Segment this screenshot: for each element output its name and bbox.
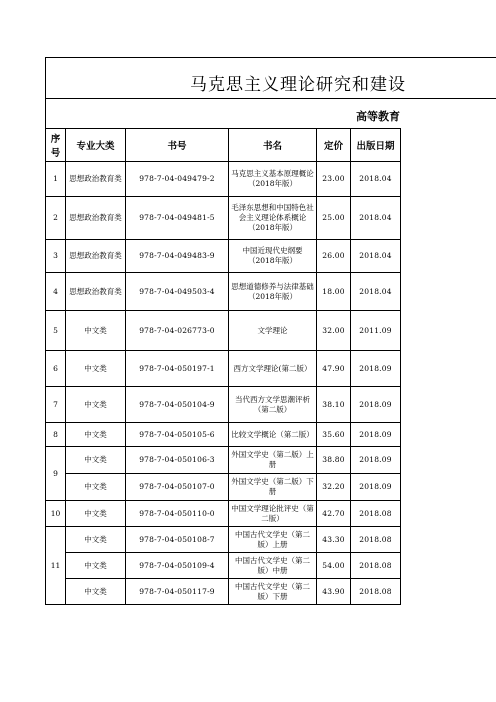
row-category: 思想政治教育类 [66,162,126,197]
header-title: 书名 [229,129,317,162]
row-isbn: 978-7-04-050107-0 [126,474,229,501]
row-date: 2018.04 [351,273,401,311]
row-isbn: 978-7-04-050117-9 [126,579,229,605]
table-row [46,162,401,197]
row-date: 2018.08 [351,527,401,553]
row-title: 当代西方文学思潮评析（第二版） [229,387,317,423]
table-row [46,423,401,447]
table-row [46,387,401,423]
header-no: 序号 [46,129,66,162]
row-price: 38.10 [317,387,351,423]
row-category: 中文类 [66,423,126,447]
row-category: 中文类 [66,553,126,579]
row-isbn: 978-7-04-050108-7 [126,527,229,553]
row-date: 2018.08 [351,553,401,579]
row-price: 18.00 [317,273,351,311]
row-isbn: 978-7-04-026773-0 [126,311,229,351]
row-title: 西方文学理论(第二版） [229,351,317,387]
table-row [46,273,401,311]
row-no: 2 [46,197,66,240]
table-row [46,553,401,579]
row-isbn: 978-7-04-050110-0 [126,501,229,527]
book-table [45,128,401,605]
table-header-row [46,129,401,162]
row-date: 2018.09 [351,447,401,474]
row-isbn: 978-7-04-049483-9 [126,240,229,273]
row-no: 4 [46,273,66,311]
page-title: 马克思主义理论研究和建设 [190,75,406,95]
row-title: 文学理论 [229,311,317,351]
row-isbn: 978-7-04-049481-5 [126,197,229,240]
row-price: 26.00 [317,240,351,273]
row-date: 2018.09 [351,351,401,387]
row-price: 47.90 [317,351,351,387]
header-price: 定价 [317,129,351,162]
row-title: 中国近现代史纲要（2018年版） [229,240,317,273]
row-category: 思想政治教育类 [66,197,126,240]
row-category: 思想政治教育类 [66,240,126,273]
row-price: 54.00 [317,553,351,579]
title-divider [45,98,496,99]
row-isbn: 978-7-04-050106-3 [126,447,229,474]
row-title: 外国文学史（第二版）下册 [229,474,317,501]
header-isbn: 书号 [126,129,229,162]
row-title: 思想道德修养与法律基础（2018年版） [229,273,317,311]
row-category: 中文类 [66,311,126,351]
row-category: 中文类 [66,579,126,605]
table-row [46,474,401,501]
row-category: 中文类 [66,447,126,474]
frame-left-border [45,57,46,128]
row-date: 2018.09 [351,423,401,447]
row-category: 中文类 [66,387,126,423]
row-isbn: 978-7-04-049503-4 [126,273,229,311]
row-price: 35.60 [317,423,351,447]
row-isbn: 978-7-04-050104-9 [126,387,229,423]
row-no: 3 [46,240,66,273]
row-date: 2018.08 [351,501,401,527]
row-price: 23.00 [317,162,351,197]
header-date: 出版日期 [351,129,401,162]
table-row [46,311,401,351]
row-no: 1 [46,162,66,197]
row-date: 2018.04 [351,162,401,197]
row-category: 中文类 [66,501,126,527]
row-isbn: 978-7-04-049479-2 [126,162,229,197]
row-price: 43.90 [317,579,351,605]
row-title: 中国古代文学史（第二版）中册 [229,553,317,579]
row-date: 2018.04 [351,240,401,273]
row-isbn: 978-7-04-050197-1 [126,351,229,387]
row-title: 马克思主义基本原理概论（2018年版） [229,162,317,197]
row-title: 毛泽东思想和中国特色社会主义理论体系概论（2018年版） [229,197,317,240]
row-title: 中国文学理论批评史（第二版） [229,501,317,527]
frame-top-border [45,57,496,58]
row-price: 32.00 [317,311,351,351]
row-price: 32.20 [317,474,351,501]
row-isbn: 978-7-04-050105-6 [126,423,229,447]
row-no: 9 [46,447,66,501]
row-title: 中国古代文学史（第二版）上册 [229,527,317,553]
row-date: 2018.04 [351,197,401,240]
row-no: 5 [46,311,66,351]
table-row [46,501,401,527]
row-category: 中文类 [66,474,126,501]
row-price: 38.80 [317,447,351,474]
row-category: 思想政治教育类 [66,273,126,311]
header-category: 专业大类 [66,129,126,162]
table-row [46,527,401,553]
row-category: 中文类 [66,527,126,553]
row-date: 2011.09 [351,311,401,351]
table-row [46,240,401,273]
row-no: 6 [46,351,66,387]
row-no: 10 [46,501,66,527]
row-price: 25.00 [317,197,351,240]
table-row [46,579,401,605]
table-row [46,447,401,474]
section-subtitle: 高等教育 [356,110,400,123]
row-date: 2018.09 [351,387,401,423]
row-price: 43.30 [317,527,351,553]
row-isbn: 978-7-04-050109-4 [126,553,229,579]
row-title: 外国文学史（第二版）上册 [229,447,317,474]
row-title: 比较文学概论（第二版） [229,423,317,447]
row-date: 2018.09 [351,474,401,501]
table-row [46,197,401,240]
row-category: 中文类 [66,351,126,387]
row-no: 11 [46,527,66,605]
row-price: 42.70 [317,501,351,527]
table-row [46,351,401,387]
row-no: 8 [46,423,66,447]
row-title: 中国古代文学史（第二版）下册 [229,579,317,605]
row-no: 7 [46,387,66,423]
row-date: 2018.08 [351,579,401,605]
